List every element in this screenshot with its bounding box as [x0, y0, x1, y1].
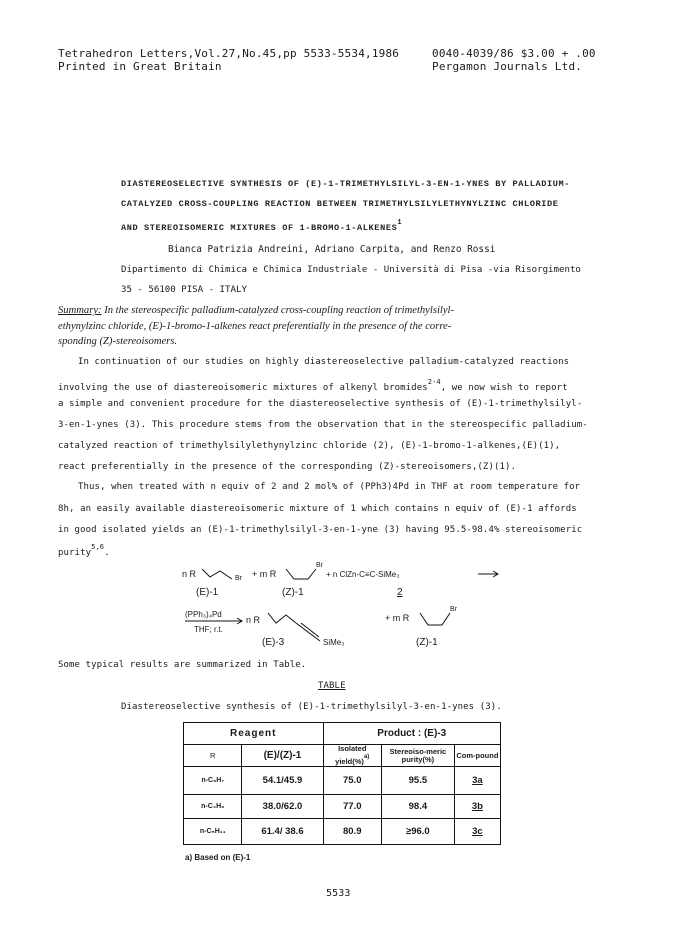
- ref-5-6: 5,6: [91, 543, 105, 551]
- scheme-conditions: THF; r.t.: [194, 625, 223, 634]
- col-yield: [323, 745, 381, 767]
- cell-r: n-C₅H₁₁: [184, 819, 242, 845]
- label-2: 2: [397, 587, 403, 598]
- cell-purity: 95.5: [381, 767, 454, 795]
- title-line-3-text: AND STEREOISOMERIC MIXTURES OF 1-BROMO-1-ALKENES: [121, 223, 398, 233]
- body-p2-line-1: Thus, when treated with n equiv of 2 and 2 mol% of (PPh3)4Pd in THF at room temperature for: [78, 482, 581, 492]
- body-p1-line-4: 3-en-1-ynes (3). This procedure stems from the observation that in the stereospecific palladium-: [58, 420, 588, 430]
- summary-text-1: In the stereospecific palladium-catalyzed cross-coupling reaction of trimethylsilyl-: [101, 305, 455, 316]
- page-number: 5533: [326, 888, 351, 899]
- group-reagent: Reagent: [184, 723, 324, 745]
- table-footnote: a) Based on (E)-1: [185, 853, 251, 862]
- cell-ratio: 61.4/ 38.6: [242, 819, 323, 845]
- scheme-br-1: Br: [235, 575, 242, 582]
- body-p1-line-2: [58, 378, 568, 393]
- table-row: [184, 795, 501, 819]
- cell-compound: 3a: [454, 767, 500, 795]
- ref-2-4: 2-4: [427, 378, 441, 386]
- body-p2-line-2: 8h, an easily available diastereoisomeric mixture of 1 which contains n equiv of (E)-1 affords: [58, 504, 577, 514]
- col-ratio: (E)/(Z)-1: [242, 745, 323, 767]
- price-code: 0040-4039/86 $3.00 + .00: [432, 47, 596, 60]
- scheme-br-3: Br: [450, 606, 457, 613]
- title-footnote-mark: 1: [397, 219, 403, 227]
- table-caption: Diastereoselective synthesis of (E)-1-trimethylsilyl-3-en-1-ynes (3).: [121, 702, 502, 712]
- scheme-n-r-2: n R: [246, 615, 261, 625]
- results-sentence: Some typical results are summarized in Table.: [58, 660, 307, 670]
- scheme-br-2: Br: [316, 562, 323, 569]
- summary-line-1: [58, 305, 454, 316]
- label-z1-b: (Z)-1: [416, 637, 438, 648]
- cell-ratio: 38.0/62.0: [242, 795, 323, 819]
- scheme-catalyst: (PPh₃)₄Pd: [185, 610, 222, 619]
- cell-r: n-C₃H₇: [184, 767, 242, 795]
- summary-line-3: sponding (Z)-stereoisomers.: [58, 336, 178, 347]
- label-e1: (E)-1: [196, 587, 219, 598]
- cell-purity: 98.4: [381, 795, 454, 819]
- table-label: TABLE: [318, 681, 346, 691]
- cell-purity: ≥96.0: [381, 819, 454, 845]
- label-z1: (Z)-1: [282, 587, 304, 598]
- body-p2-line-4a: purity: [58, 548, 92, 558]
- summary-line-2: ethynylzinc chloride, (E)-1-bromo-1-alkenes react preferentially in the presence of the corre-: [58, 321, 452, 332]
- table-group-header: [184, 723, 501, 745]
- cell-yield: 75.0: [323, 767, 381, 795]
- scheme-plus-m-r: + m R: [252, 569, 277, 579]
- cell-r: n-C₄H₉: [184, 795, 242, 819]
- col-purity: Stereoiso-meric purity(%): [381, 745, 454, 767]
- cell-compound: 3b: [454, 795, 500, 819]
- affiliation-line-2: 35 - 56100 PISA - ITALY: [121, 285, 247, 295]
- body-p2-line-3: in good isolated yields an (E)-1-trimethylsilyl-3-en-1-yne (3) having 95.5-98.4% stereoisomeric: [58, 525, 583, 535]
- table-row: [184, 819, 501, 845]
- affiliation-line-1: Dipartimento di Chimica e Chimica Industriale - Università di Pisa -via Risorgimento: [121, 265, 581, 275]
- cell-compound: 3c: [454, 819, 500, 845]
- table-row: [184, 767, 501, 795]
- body-p1-line-6: react preferentially in the presence of the corresponding (Z)-stereoisomers,(Z)(1).: [58, 462, 517, 472]
- title-line-1: DIASTEREOSELECTIVE SYNTHESIS OF (E)-1-TRIMETHYLSILYL-3-EN-1-YNES BY PALLADIUM-: [121, 179, 571, 189]
- results-table: [183, 722, 501, 845]
- body-p2-line-4b: .: [104, 548, 110, 558]
- scheme-n-r: n R: [182, 569, 197, 579]
- table-column-header: [184, 745, 501, 767]
- authors: Bianca Patrizia Andreini, Adriano Carpita, and Renzo Rossi: [168, 244, 496, 255]
- reaction-scheme: [180, 555, 520, 660]
- col-r: R: [184, 745, 242, 767]
- summary-label: Summary:: [58, 305, 102, 316]
- e-alkene-bond: [202, 569, 232, 579]
- title-line-3: [121, 219, 402, 233]
- label-e3: (E)-3: [262, 637, 285, 648]
- z-alkene-bond: [286, 569, 316, 579]
- col-yield-text: Isolated yield(%): [335, 744, 367, 766]
- body-p1-line-5: catalyzed reaction of trimethylsilylethynylzinc chloride (2), (E)-1-bromo-1-alkenes,(E)(1),: [58, 441, 561, 451]
- z-alkene-bond-2: [420, 613, 450, 625]
- body-p2-line-4: [58, 543, 110, 558]
- journal-citation: Tetrahedron Letters,Vol.27,No.45,pp 5533-5534,1986: [58, 47, 400, 60]
- body-p1-line-2b: , we now wish to report: [440, 383, 568, 393]
- body-p1-line-1: In continuation of our studies on highly diastereoselective palladium-catalyzed reactions: [78, 357, 570, 367]
- scheme-sime3: SiMe₃: [323, 638, 345, 647]
- body-p1-line-3: a simple and convenient procedure for the diastereoselective synthesis of (E)-1-trimethylsilyl-: [58, 399, 583, 409]
- scheme-reagent: + n ClZn-C≡C-SiMe₃: [326, 570, 400, 579]
- body-p1-line-2a: involving the use of diastereoisomeric mixtures of alkenyl bromides: [58, 383, 428, 393]
- cell-yield: 80.9: [323, 819, 381, 845]
- group-product: Product : (E)-3: [323, 723, 501, 745]
- col-yield-note: a): [363, 754, 370, 760]
- printed-in: Printed in Great Britain: [58, 60, 222, 73]
- cell-yield: 77.0: [323, 795, 381, 819]
- cell-ratio: 54.1/45.9: [242, 767, 323, 795]
- title-line-2: CATALYZED CROSS-COUPLING REACTION BETWEEN TRIMETHYLSILYLETHYNYLZINC CHLORIDE: [121, 199, 559, 209]
- triple-bond-extra: [301, 623, 319, 637]
- publisher: Pergamon Journals Ltd.: [432, 60, 583, 73]
- col-compound: Com-pound: [454, 745, 500, 767]
- scheme-plus-m-r-2: + m R: [385, 613, 410, 623]
